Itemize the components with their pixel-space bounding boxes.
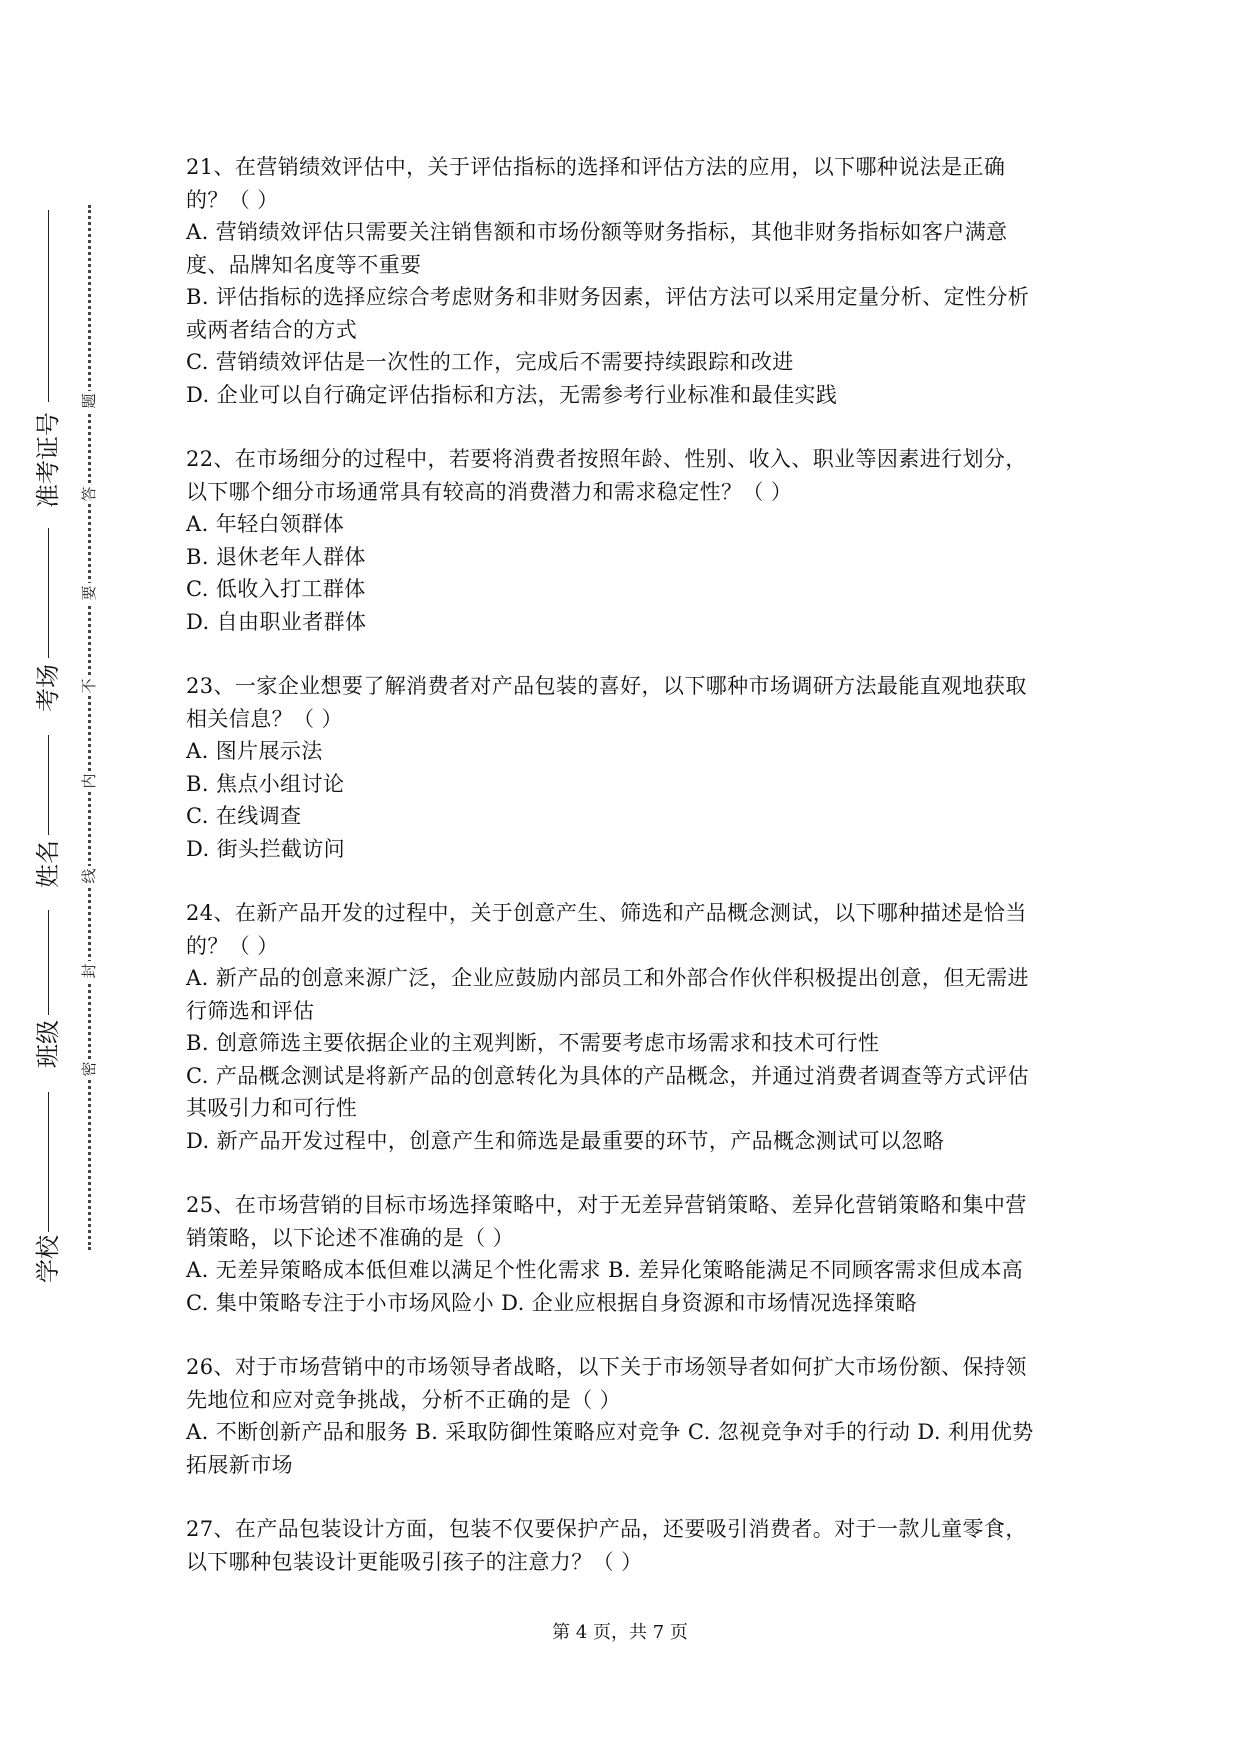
binding-margin [0, 0, 130, 1753]
question-24 [186, 897, 1066, 1157]
option-line: B. 退休老年人群体 [186, 544, 366, 569]
question-stem: 销策略，以下论述不准确的是（ ） [186, 1225, 515, 1250]
question-stem: 相关信息？（ ） [186, 706, 343, 731]
seal-dotted-line [88, 205, 91, 1250]
option-line: D. 街头拦截访问 [186, 836, 346, 861]
option-line: C. 低收入打工群体 [186, 577, 366, 601]
seal-char-yao: 要 [79, 583, 101, 603]
question-stem: 22、在市场细分的过程中，若要将消费者按照年龄、性别、收入、职业等因素进行划分， [186, 447, 1027, 471]
option-line: C. 在线调查 [186, 804, 302, 828]
seal-char-xian: 线 [79, 866, 101, 886]
option-line: D. 企业可以自行确定评估指标和方法，无需参考行业标准和最佳实践 [186, 382, 838, 407]
field-line-class [48, 910, 49, 1015]
seal-char-nei: 内 [79, 771, 101, 791]
question-stem: 以下哪种包装设计更能吸引孩子的注意力？（ ） [186, 1549, 643, 1574]
option-line: A. 年轻白领群体 [186, 512, 345, 536]
question-stem: 以下哪个细分市场通常具有较高的消费潜力和需求稳定性？（ ） [186, 479, 793, 504]
question-list [186, 151, 1066, 1610]
seal-char-ti: 题 [79, 391, 101, 411]
field-label-school: 学校 [34, 1235, 62, 1283]
question-stem: 24、在新产品开发的过程中，关于创意产生、筛选和产品概念测试，以下哪种描述是恰当 [186, 901, 1027, 925]
question-stem: 的？（ ） [186, 187, 279, 212]
option-line: 度、品牌知名度等不重要 [186, 252, 422, 277]
option-line: B. 创意筛选主要依据企业的主观判断，不需要考虑市场需求和技术可行性 [186, 1031, 880, 1055]
field-label-class: 班级 [34, 1020, 62, 1068]
option-line: 行筛选和评估 [186, 998, 315, 1023]
option-line: 其吸引力和可行性 [186, 1096, 358, 1120]
question-25 [186, 1189, 1066, 1319]
field-label-exam-room: 考场 [34, 664, 62, 712]
option-line: B. 焦点小组讨论 [186, 771, 345, 796]
option-line: A. 营销绩效评估只需要关注销售额和市场份额等财务指标，其他非财务指标如客户满意 [186, 220, 1008, 244]
question-27 [186, 1513, 1066, 1578]
option-line: 拓展新市场 [186, 1452, 293, 1477]
field-label-exam-number: 准考证号 [34, 412, 62, 508]
option-line: 或两者结合的方式 [186, 317, 358, 342]
option-line: A. 图片展示法 [186, 739, 323, 763]
question-21 [186, 151, 1066, 411]
question-stem: 先地位和应对竞争挑战，分析不正确的是（ ） [186, 1387, 622, 1412]
question-22 [186, 443, 1066, 638]
field-line-name [48, 735, 49, 835]
option-line: A. 无差异策略成本低但难以满足个性化需求 B. 差异化策略能满足不同顾客需求但成本高 [186, 1258, 1024, 1282]
question-stem: 的？（ ） [186, 933, 279, 958]
page-footer: 第 4 页，共 7 页 [552, 1622, 688, 1643]
seal-char-bu: 不 [79, 676, 101, 696]
option-line: D. 自由职业者群体 [186, 609, 367, 634]
question-stem: 23、一家企业想要了解消费者对产品包装的喜好，以下哪种市场调研方法最能直观地获取 [186, 674, 1027, 698]
field-line-school [48, 1092, 49, 1232]
question-23 [186, 670, 1066, 865]
field-label-name: 姓名 [34, 840, 62, 888]
question-stem: 21、在营销绩效评估中，关于评估指标的选择和评估方法的应用，以下哪种说法是正确 [186, 155, 1006, 179]
seal-char-feng: 封 [79, 961, 101, 981]
option-line: B. 评估指标的选择应综合考虑财务和非财务因素，评估方法可以采用定量分析、定性分析 [186, 285, 1030, 309]
question-stem: 25、在市场营销的目标市场选择策略中，对于无差异营销策略、差异化营销策略和集中营 [186, 1193, 1027, 1217]
seal-char-da: 答 [79, 484, 101, 504]
option-line: A. 不断创新产品和服务 B. 采取防御性策略应对竞争 C. 忽视竞争对手的行动 D. 利用优势 [186, 1420, 1034, 1444]
question-26 [186, 1351, 1066, 1481]
option-line: C. 产品概念测试是将新产品的创意转化为具体的产品概念，并通过消费者调查等方式评估 [186, 1063, 1030, 1088]
field-line-exam-number [48, 210, 49, 402]
seal-char-mi: 密 [79, 1059, 101, 1079]
question-stem: 26、对于市场营销中的市场领导者战略，以下关于市场领导者如何扩大市场份额、保持领 [186, 1355, 1027, 1379]
field-line-exam-room [48, 528, 49, 658]
option-line: C. 营销绩效评估是一次性的工作，完成后不需要持续跟踪和改进 [186, 350, 794, 374]
option-line: D. 新产品开发过程中，创意产生和筛选是最重要的环节，产品概念测试可以忽略 [186, 1128, 945, 1153]
option-line: C. 集中策略专注于小市场风险小 D. 企业应根据自身资源和市场情况选择策略 [186, 1290, 917, 1315]
option-line: A. 新产品的创意来源广泛，企业应鼓励内部员工和外部合作伙伴积极提出创意，但无需进 [186, 966, 1029, 990]
question-stem: 27、在产品包装设计方面，包装不仅要保护产品，还要吸引消费者。对于一款儿童零食， [186, 1517, 1027, 1541]
